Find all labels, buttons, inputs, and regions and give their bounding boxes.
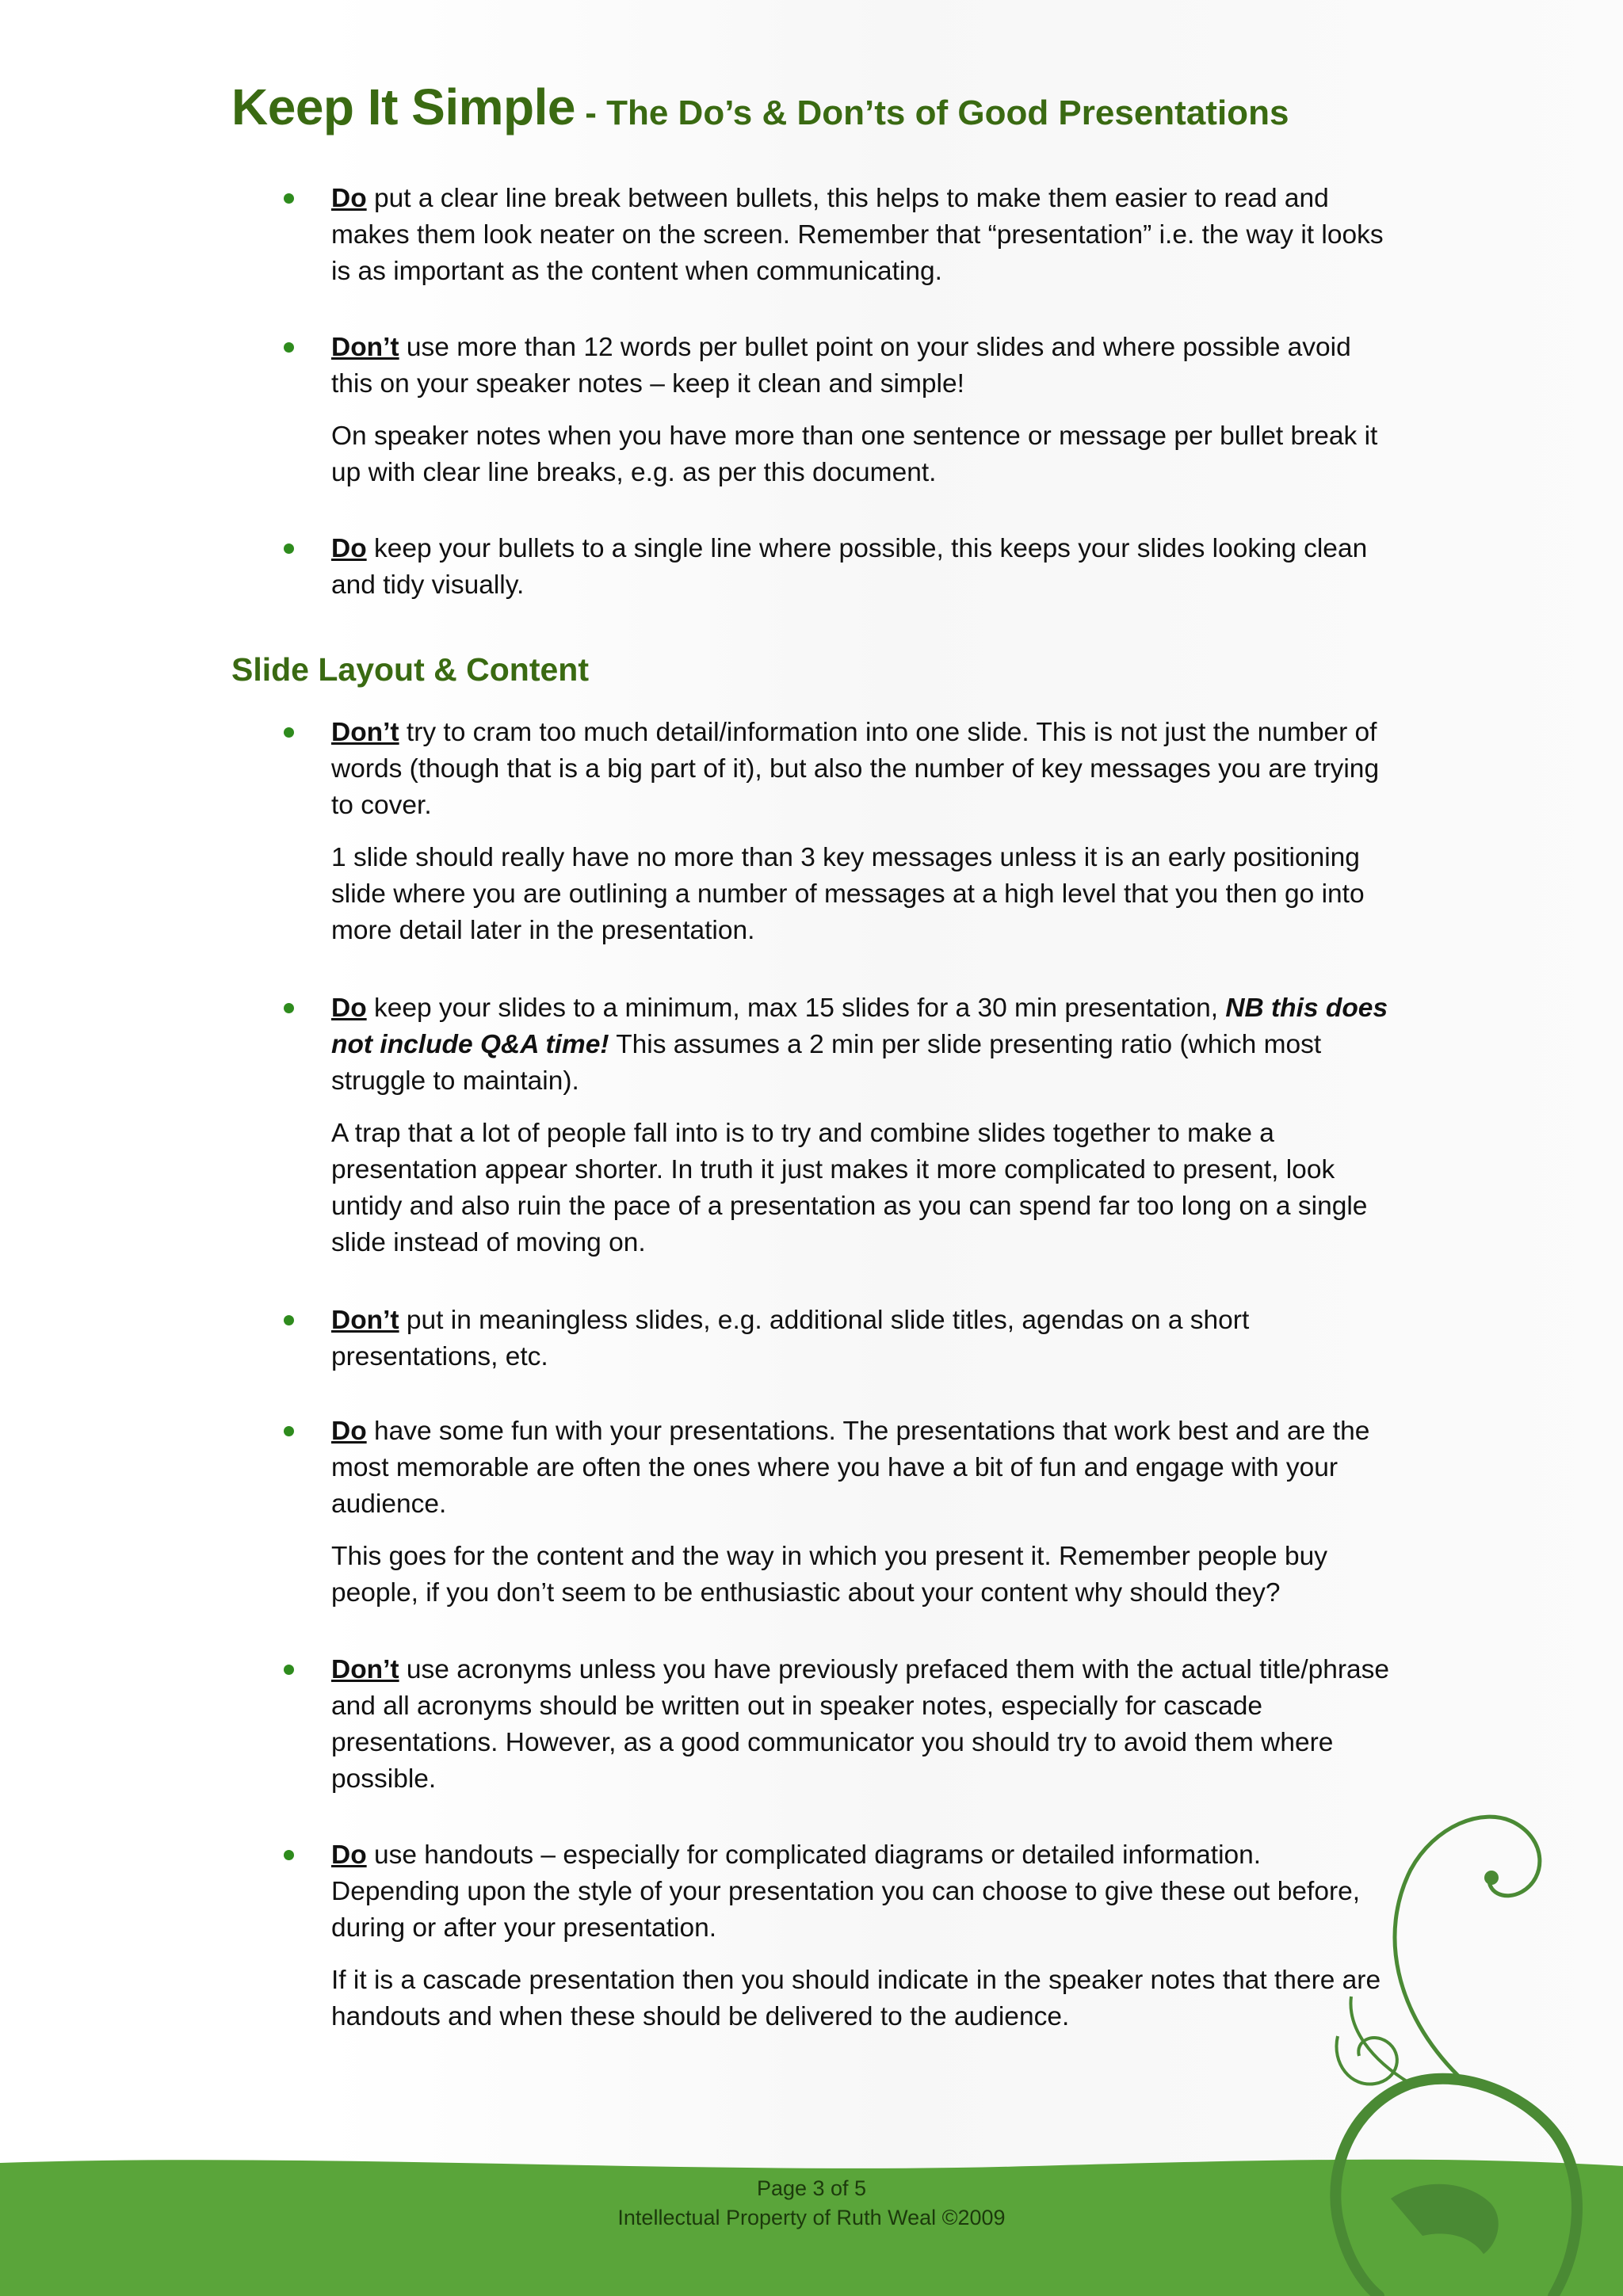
list-item-text (284, 330, 1393, 402)
bullet-dot-icon (284, 543, 294, 554)
list-item (284, 1413, 1393, 1611)
list-item-extra: If it is a cascade presentation then you should indicate in the speaker notes that there are handouts and when these should be delivered to the audience. (331, 1966, 1381, 2031)
bullet-dot-icon (284, 727, 294, 738)
bullet-dot-icon (284, 193, 294, 204)
list-item-lead: Don’t (331, 1655, 399, 1684)
list-item-lead: Do (331, 184, 367, 213)
list-item-lead: Do (331, 1840, 367, 1870)
list-item-body: use handouts – especially for complicated diagrams or detailed information. Depending upon the style of your presentation you can choose to give these out before, during or after your presentation. (331, 1840, 1361, 1943)
list-item-text (284, 1413, 1393, 1523)
list-item-lead: Do (331, 994, 367, 1023)
list-item (284, 181, 1393, 290)
bullet-dot-icon (284, 1665, 294, 1675)
list-item-text (284, 1302, 1393, 1375)
list-item (284, 531, 1393, 604)
list-item-lead: Do (331, 1417, 367, 1446)
list-item-body: use acronyms unless you have previously prefaced them with the actual title/phrase and all acronyms should be written out in speaker notes, especially for cascade presentations. However, as a good communicator you should try to avoid them where possible. (331, 1655, 1390, 1794)
bullet-dot-icon (284, 1315, 294, 1325)
list-item-body: try to cram too much detail/information into one slide. This is not just the number of words (though that is a big part of it), but also the number of key messages you are trying to cover. (331, 718, 1380, 820)
list-item-extra: A trap that a lot of people fall into is to try and combine slides together to make a presentation appear shorter. In truth it just makes it more complicated to present, look untidy and also ruin the pace of a presentation as you can spend far too long on a single slide instead of moving on. (331, 1119, 1368, 1257)
list-item-lead: Don’t (331, 718, 399, 747)
list-item-extra: On speaker notes when you have more than one sentence or message per bullet break it up with clear line breaks, e.g. as per this document. (331, 421, 1378, 487)
footer-copyright: Intellectual Property of Ruth Weal ©2009 (617, 2206, 1006, 2229)
list-item-lead: Don’t (331, 1306, 399, 1335)
list-item-body: have some fun with your presentations. The presentations that work best and are the most memorable are often the ones where you have a bit of fun and engage with your audience. (331, 1417, 1370, 1519)
list-item-text (284, 1837, 1393, 1947)
list-item-lead: Don’t (331, 333, 399, 362)
page-title (231, 78, 1289, 136)
list-item (284, 1652, 1393, 1798)
section-heading: Slide Layout & Content (231, 651, 589, 688)
list-item-text (284, 990, 1393, 1100)
footer-page-number: Page 3 of 5 (756, 2176, 867, 2200)
list-item-text (284, 1652, 1393, 1798)
list-item-lead: Do (331, 534, 367, 563)
list-item-extra: This goes for the content and the way in which you present it. Remember people buy people, if you don’t seem to be enthusiastic about your content why should they? (331, 1542, 1327, 1608)
list-item (284, 1837, 1393, 2035)
list-item-extra: 1 slide should really have no more than 3 key messages unless it is an early positioning slide where you are outlining a number of messages at a high level that you then go into more detail later in the presentation. (331, 843, 1365, 945)
list-item-text (284, 531, 1393, 604)
list-item-emphasis: NB this does not include Q&A time! (331, 994, 1388, 1059)
list-item-text (284, 181, 1393, 290)
list-item (284, 990, 1393, 1261)
bullet-dot-icon (284, 1850, 294, 1860)
page-title-main: Keep It Simple (231, 78, 575, 135)
bullet-dot-icon (284, 1426, 294, 1436)
list-item-body: use more than 12 words per bullet point on your slides and where possible avoid this on your speaker notes – keep it clean and simple! (331, 333, 1351, 399)
page-title-subtitle: - The Do’s & Don’ts of Good Presentations (575, 93, 1289, 132)
list-item-body: put in meaningless slides, e.g. additional slide titles, agendas on a short presentations, etc. (331, 1306, 1250, 1371)
list-item-text (284, 715, 1393, 824)
list-item-body: keep your slides to a minimum, max 15 slides for a 30 min presentation, (366, 994, 1226, 1023)
list-item-body-continued: This assumes a 2 min per slide presenting ratio (which most struggle to maintain). (331, 1030, 1322, 1096)
list-item (284, 330, 1393, 491)
list-item (284, 1302, 1393, 1375)
list-item-body: keep your bullets to a single line where possible, this keeps your slides looking clean and tidy visually. (331, 534, 1368, 600)
list-item-body: put a clear line break between bullets, this helps to make them easier to read and makes them look neater on the screen. Remember that “presentation” i.e. the way it looks is as important as the content when communicating. (331, 184, 1384, 286)
list-item (284, 715, 1393, 949)
bullet-dot-icon (284, 1003, 294, 1013)
bullet-dot-icon (284, 342, 294, 353)
